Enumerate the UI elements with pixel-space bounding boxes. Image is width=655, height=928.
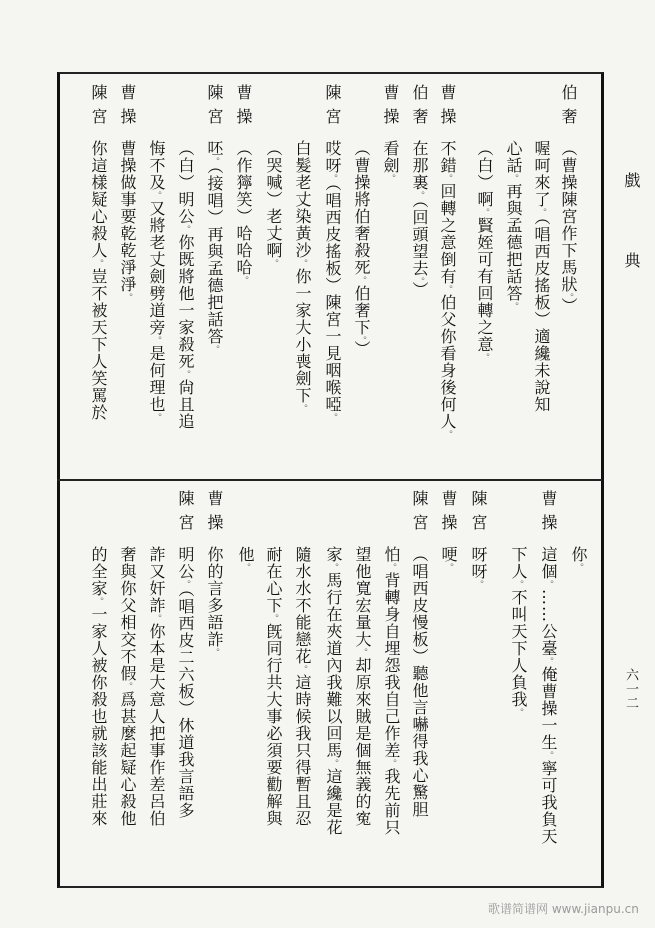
speaker-name: 陳宮	[176, 490, 195, 538]
watermark: 歌谱简谱网 www.jianpu.cn	[488, 902, 639, 916]
punctuation-mark: 。	[508, 302, 518, 311]
speaker-name: 陳宮	[89, 84, 108, 132]
script-line: 看劍。	[381, 140, 400, 183]
script-line: 不錯。回轉之意倒有。伯父你看身後何人。	[438, 140, 457, 439]
punctuation-mark: 。	[209, 648, 219, 657]
punctuation-mark: 。	[93, 259, 103, 268]
book-title: 戲典	[622, 172, 641, 332]
punctuation-mark: 。	[151, 191, 161, 200]
punctuation-mark: 。	[543, 751, 553, 760]
speaker-name: 陳宮	[410, 490, 429, 538]
punctuation-mark: 。	[268, 614, 278, 623]
script-line: 曹操做事要乾乾淨淨。	[118, 140, 137, 302]
punctuation-mark: 。	[563, 293, 573, 298]
script-line: 詐又奸詐。你本是大意人把事作差呂伯	[147, 546, 166, 827]
script-line: 他。	[236, 546, 255, 572]
script-line: 隨水水不能戀花。這時候我只得暫且忍	[293, 546, 312, 827]
punctuation-mark: 。	[573, 563, 583, 572]
punctuation-mark: 。	[268, 259, 278, 268]
punctuation-mark: 。	[356, 336, 366, 341]
punctuation-mark: 。	[209, 157, 219, 166]
punctuation-mark: 。	[180, 370, 190, 379]
speaker-name: 曹操	[439, 490, 458, 538]
punctuation-mark: 。	[508, 174, 518, 183]
speaker-name: 曹操	[539, 490, 558, 538]
punctuation-mark: 。	[543, 580, 553, 589]
punctuation-mark: 。	[122, 293, 132, 302]
punctuation-mark: 。	[386, 759, 396, 768]
script-line: 的全家。一家人被你殺也就該能出莊來	[89, 546, 108, 827]
speaker-name: 伯奢	[559, 84, 578, 132]
punctuation-mark: 。	[536, 208, 546, 217]
punctuation-mark: 。	[443, 563, 453, 572]
punctuation-mark: 。	[442, 285, 452, 294]
script-line: 呸。（接唱）再與孟德把話答。	[205, 140, 224, 354]
speaker-name: 陳宮	[469, 490, 488, 538]
script-line: 喔呵來了。（唱西皮搖板）適纔未說知	[532, 140, 551, 413]
script-line: 悔不及。又將老丈劍劈道旁。是何理也。	[147, 140, 166, 422]
punctuation-mark: 。	[240, 563, 250, 572]
script-line: 哎呀。（唱西皮搖板）陳宮一見咽喉啞。	[323, 140, 342, 422]
punctuation-mark: 。	[513, 580, 523, 589]
punctuation-mark: 。	[328, 759, 338, 768]
script-line: 家。馬行在夾道內我難以回馬。這纔是花	[324, 546, 343, 836]
script-line: 在那裏。（回頭望去。）	[410, 140, 429, 299]
script-line: 你。	[569, 546, 588, 572]
script-line: 你的言多語詐。	[205, 546, 224, 657]
script-line: 哽。	[439, 546, 458, 572]
punctuation-mark: 。	[297, 259, 307, 268]
punctuation-mark: 。	[414, 277, 424, 282]
punctuation-mark: 。	[386, 563, 396, 572]
punctuation-mark: 。	[414, 191, 424, 200]
punctuation-mark: 。	[151, 614, 161, 623]
script-line: （白）明公。你既將他一家殺死。尙且追	[176, 140, 195, 430]
script-line: 呀呀。	[469, 546, 488, 589]
script-line: 這個。……公臺。俺曹操一生。寧可我負天	[539, 546, 558, 845]
script-line: 怕。背轉身自埋怨我自己作差。我先前只	[382, 546, 401, 836]
speaker-name: 曹操	[118, 84, 137, 132]
punctuation-mark: 。	[442, 430, 452, 439]
speaker-name: 曹操	[234, 84, 253, 132]
punctuation-mark: 。	[479, 208, 489, 217]
speaker-name: 陳宮	[323, 84, 342, 132]
script-line: 心話。再與孟德把話答。	[504, 140, 523, 311]
speaker-name: 伯奢	[410, 84, 429, 132]
punctuation-mark: 。	[238, 276, 248, 285]
punctuation-mark: 。	[327, 174, 337, 183]
punctuation-mark: 。	[473, 580, 483, 589]
section-divider	[57, 479, 602, 481]
punctuation-mark: 。	[327, 413, 337, 422]
punctuation-mark: 。	[209, 345, 219, 354]
speaker-name: 曹操	[205, 490, 224, 538]
punctuation-mark: 。	[297, 665, 307, 674]
script-line: （哭喊）老丈啊。	[264, 140, 283, 268]
page-number: 六一二	[623, 668, 638, 710]
punctuation-mark: 。	[151, 336, 161, 345]
speaker-name: 曹操	[381, 84, 400, 132]
punctuation-mark: 。	[122, 682, 132, 691]
punctuation-mark: 。	[93, 597, 103, 606]
script-line: （唱西皮慢板）聽他言嚇得我心驚胆	[410, 546, 429, 818]
punctuation-mark: 。	[513, 708, 523, 717]
script-line: 明公。（唱西皮二六板）休道我言語多	[176, 546, 195, 819]
script-line: 奢與你父相交不假。爲甚麼起疑心殺他	[118, 546, 137, 827]
punctuation-mark: 。	[385, 174, 395, 183]
script-line: 下人。不叫天下人負我。	[509, 546, 528, 717]
punctuation-mark: 。	[479, 353, 489, 362]
script-line: （作獰笑）哈哈哈。	[234, 140, 253, 285]
punctuation-mark: 。	[356, 276, 366, 285]
punctuation-mark: 。	[180, 580, 190, 589]
punctuation-mark: 。	[297, 404, 307, 413]
script-line: （曹操陳宮作下馬狀。）	[559, 140, 578, 315]
script-line: 望他寬宏量大。却原來賊是個無義的寃	[353, 546, 372, 827]
punctuation-mark: 。	[151, 413, 161, 422]
punctuation-mark: 。	[180, 225, 190, 234]
script-line: 你這樣疑心殺人。豈不被天下人笑罵於	[89, 140, 108, 421]
speaker-name: 陳宮	[205, 84, 224, 132]
punctuation-mark: 。	[357, 648, 367, 657]
script-line: （曹操將伯奢殺死。伯奢下。）	[352, 140, 371, 358]
punctuation-mark: 。	[442, 174, 452, 183]
speaker-name: 曹操	[438, 84, 457, 132]
script-line: 白髮老丈染黃沙。你一家大小喪劍下。	[293, 140, 312, 413]
script-line: 耐在心下。旣同行共大事必須要勸解與	[264, 546, 283, 827]
punctuation-mark: 。	[543, 657, 553, 666]
script-line: （白）啊。賢姪可有回轉之意。	[475, 140, 494, 362]
punctuation-mark: 。	[328, 563, 338, 572]
